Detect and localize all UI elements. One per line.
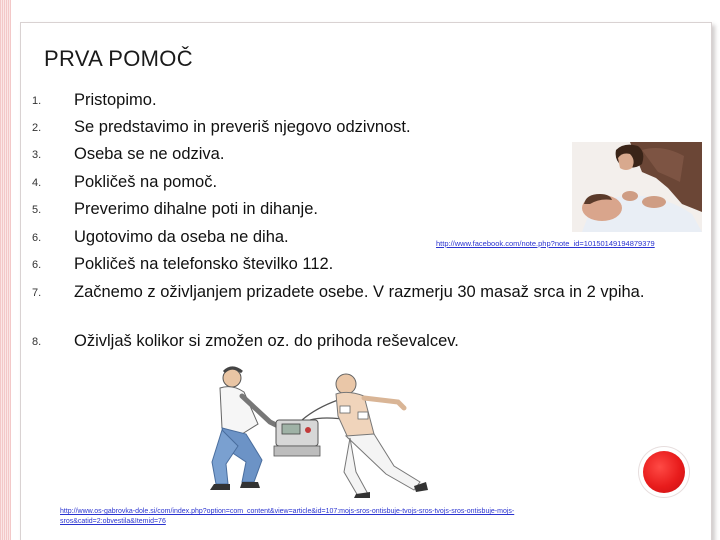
- item-text: Oživljaš kolikor si zmožen oz. do prihoda reševalcev.: [74, 332, 459, 350]
- first-aid-photo: [572, 142, 702, 232]
- item-number: 6.: [32, 232, 42, 244]
- item-text: Pokličeš na telefonsko številko 112.: [74, 255, 334, 273]
- item-number: 2.: [32, 122, 42, 134]
- item-number: 7.: [32, 287, 42, 299]
- item-number: 6.: [32, 259, 42, 271]
- item-number: 4.: [32, 177, 42, 189]
- decorative-red-circle: [643, 451, 685, 493]
- item-text: Preverimo dihalne poti in dihanje.: [74, 200, 318, 218]
- item-text: Pristopimo.: [74, 91, 157, 109]
- illustration-source-link[interactable]: http://www.os-gabrovka-dole.si/com/index.php?option=com_content&view=article&id=107:mojs-sros-ontisbuje-tvojs-sros-tvojs-sros-ontisbuje-mojs-sros&catid=2:obvestila&Itemid=76: [60, 508, 515, 525]
- cpr-aed-illustration: [198, 364, 438, 500]
- item-text: Se predstavimo in preveriš njegovo odzivnost.: [74, 118, 411, 136]
- item-number: 5.: [32, 204, 42, 216]
- item-number: 8.: [32, 336, 42, 348]
- item-text: Pokličeš na pomoč.: [74, 173, 218, 191]
- photo-source-link[interactable]: http://www.facebook.com/note.php?note_id=10150149194879379: [436, 239, 655, 248]
- item-number: 1.: [32, 95, 42, 107]
- item-text: Oseba se ne odziva.: [74, 145, 225, 163]
- item-text: Ugotovimo da oseba ne diha.: [74, 228, 289, 246]
- item-number: 3.: [32, 149, 42, 161]
- slide-title: PRVA POMOČ: [44, 46, 193, 71]
- item-text: Začnemo z oživljanjem prizadete osebe. V razmerju 30 masaž srca in 2 vpiha.: [74, 283, 645, 301]
